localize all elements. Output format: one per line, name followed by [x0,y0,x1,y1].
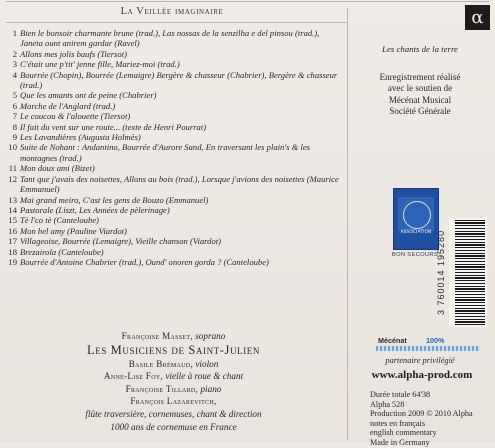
barcode [449,218,487,327]
technical-info: Durée totale 64'38 Alpha 528 Production 2009 © 2010 Alpha notes en français english commentary Made in Germany [370,390,473,447]
musician-line: Anne-Lise Foy, vielle à roue & chant [103,371,244,382]
track-item: 4 Bourrée (Chopin), Bourrée (Lemaigre) Bergère & chasseur (Chabrier), Bergère & chasseur (trad.) [12,69,338,91]
track-item: 13 Mai grand meiro, C'ast les gens de Bouzo (Emmanuel) [8,194,209,205]
track-item: 2 Allons mes jolis baufs (Tiersot) [12,48,127,59]
series-subtitle: Les chants de la terre [382,44,458,54]
track-list [6,28,344,267]
seal-icon [403,201,431,229]
album-title: La Veillée imaginaire [120,6,224,17]
mecenat-label: Mécénat [378,336,407,345]
alpha-logo: α [465,5,490,30]
track-item: 9 Les Lavandières (Augusta Holmès) [12,132,141,143]
mecenat-percent: 100% [426,336,445,345]
musician-line: Françoise Tillard, piano [125,383,222,394]
association-label: ASSOCIATION [400,230,432,235]
track-item: 15 Tè l'co tè (Canteloube) [8,215,99,226]
track-item: 10 Suite de Nohant : Andantino, Bourrée d'Aurore Sand, En traversant les plain's & les montagnes (trad.) [8,142,311,163]
title-underline [6,22,347,23]
ensemble-name: Les Musiciens de Saint-Julien [87,342,260,357]
musician-line: François Lazarevitch, [130,396,217,407]
mecenat-badge [374,335,482,353]
track-item: 16 Mon bel amy (Pauline Viardot) [8,225,127,236]
track-item: 5 Que les amants ont de peine (Chabrier) [12,90,157,101]
track-item: 17 Villageoise, Bourrée (Lemaigre), Vieille chanson (Viardot) [8,236,222,247]
track-item: 3 C'était une p'tit' jenne fille, Mariez-moi (trad.) [12,59,180,70]
performer-credits [0,330,347,433]
track-item: 1 Bien le bonsoir charmante brune (trad.), Las nossas de la senzilha e del pinsou (trad.), Janeta ount anirem gardar (Ravel) [12,28,320,49]
track-item: 6 Marche de l'Anglard (trad.) [12,100,116,111]
top-rule [6,1,489,2]
musician-line: Basile Brémaud, violon [128,358,219,369]
track-item: 19 Bourrée d'Antoine Chabrier (trad.), Ound' onoren gorda ? (Canteloube) [8,256,269,267]
barcode-number: 3 760014 195280 [436,229,446,316]
credits-footer: 1000 ans de cornemuse en France [110,421,237,432]
partner-caption: partenaire privilégié [385,356,455,365]
association-logo [393,188,439,250]
column-divider [347,8,348,440]
track-item: 11 Mon doux ami (Bizet) [8,163,95,174]
track-item: 8 Il fait du vent sur une route... (texte de Henri Pourrat) [12,121,207,132]
musician-role-line: flûte traversière, cornemuses, chant & direction [85,408,262,419]
track-item: 7 Le coucou & l'alouette (Tiersot) [12,111,131,122]
track-item: 12 Tant que j'avais des noisettes, Allons au bois (trad.), Lorsque j'avions des noisettes (Maurice Emmanuel) [8,173,339,195]
barcode-bars [455,220,485,325]
mecenat-bar [376,346,480,351]
track-item: 18 Brezairola (Canteloube) [8,246,104,257]
recording-support: Enregistrement réalisé avec le soutien de Mécénat Musical Société Générale [379,72,461,117]
track-item: 14 Pastorale (Liszt, Les Années de pèlerinage) [8,204,170,215]
website-link[interactable]: www.alpha-prod.com [371,369,473,381]
association-name: BON SECOURS [391,252,439,258]
soloist-line: Françoise Masset, soprano [121,331,226,341]
